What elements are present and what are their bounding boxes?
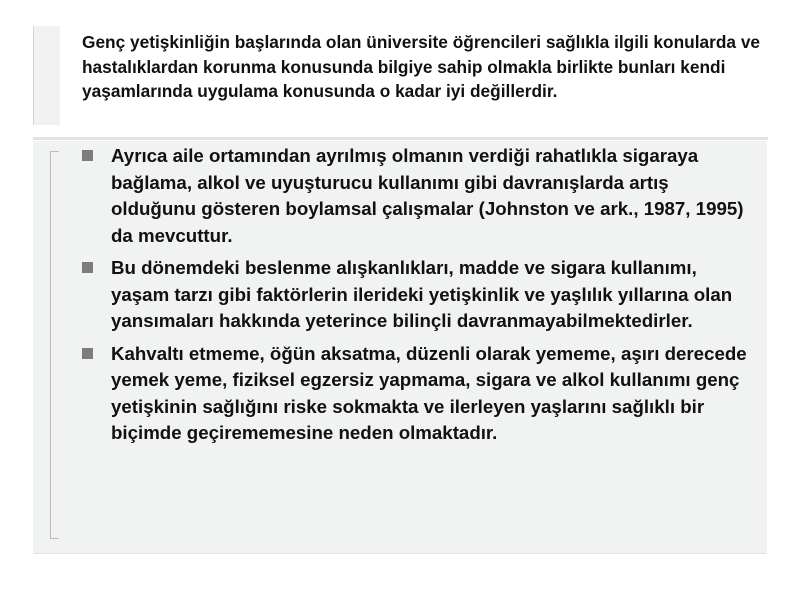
bullet-list (82, 143, 752, 453)
bullet-item (82, 143, 752, 249)
square-bullet-icon (82, 150, 93, 161)
bullet-item (82, 341, 752, 447)
bullet-item (82, 255, 752, 335)
bullet-text: Ayrıca aile ortamından ayrılmış olmanın verdiği rahatlıkla sigaraya bağlama, alkol ve uyuşturucu kullanımı gibi davranışlarda artış olduğunu gösteren boylamsal çalışmalar (Johnston ve ark., 1987, 1995) da mevcuttur. (111, 145, 744, 246)
square-bullet-icon (82, 262, 93, 273)
title-accent-bar (33, 26, 60, 125)
bullet-text: Kahvaltı etmeme, öğün aksatma, düzenli olarak yememe, aşırı derecede yemek yeme, fiziksel egzersiz yapmama, sigara ve alkol kullanımı genç yetişkinin sağlığını riske sokmakta ve ilerleyen yaşlarını sağlıklı bir biçimde geçirememesine neden olmaktadır. (111, 342, 747, 443)
bullet-text: Bu dönemdeki beslenme alışkanlıkları, madde ve sigara kullanımı, yaşam tarzı gibi faktörlerin ilerideki yetişkinlik ve yaşlılık yıllarına olan yansımaları hakkında yeterince bilinçli davranmayabilmektedirler. (111, 257, 733, 331)
square-bullet-icon (82, 348, 93, 359)
slide-title: Genç yetişkinliğin başlarında olan üniversite öğrencileri sağlıkla ilgili konularda ve hastalıklardan korunma konusunda bilgiye sahip olmakla birlikte bunları kendi yaşamlarında uygulama konusunda o kadar iyi değillerdir. (82, 32, 761, 101)
content-bracket (50, 151, 59, 539)
title-divider (33, 137, 768, 140)
